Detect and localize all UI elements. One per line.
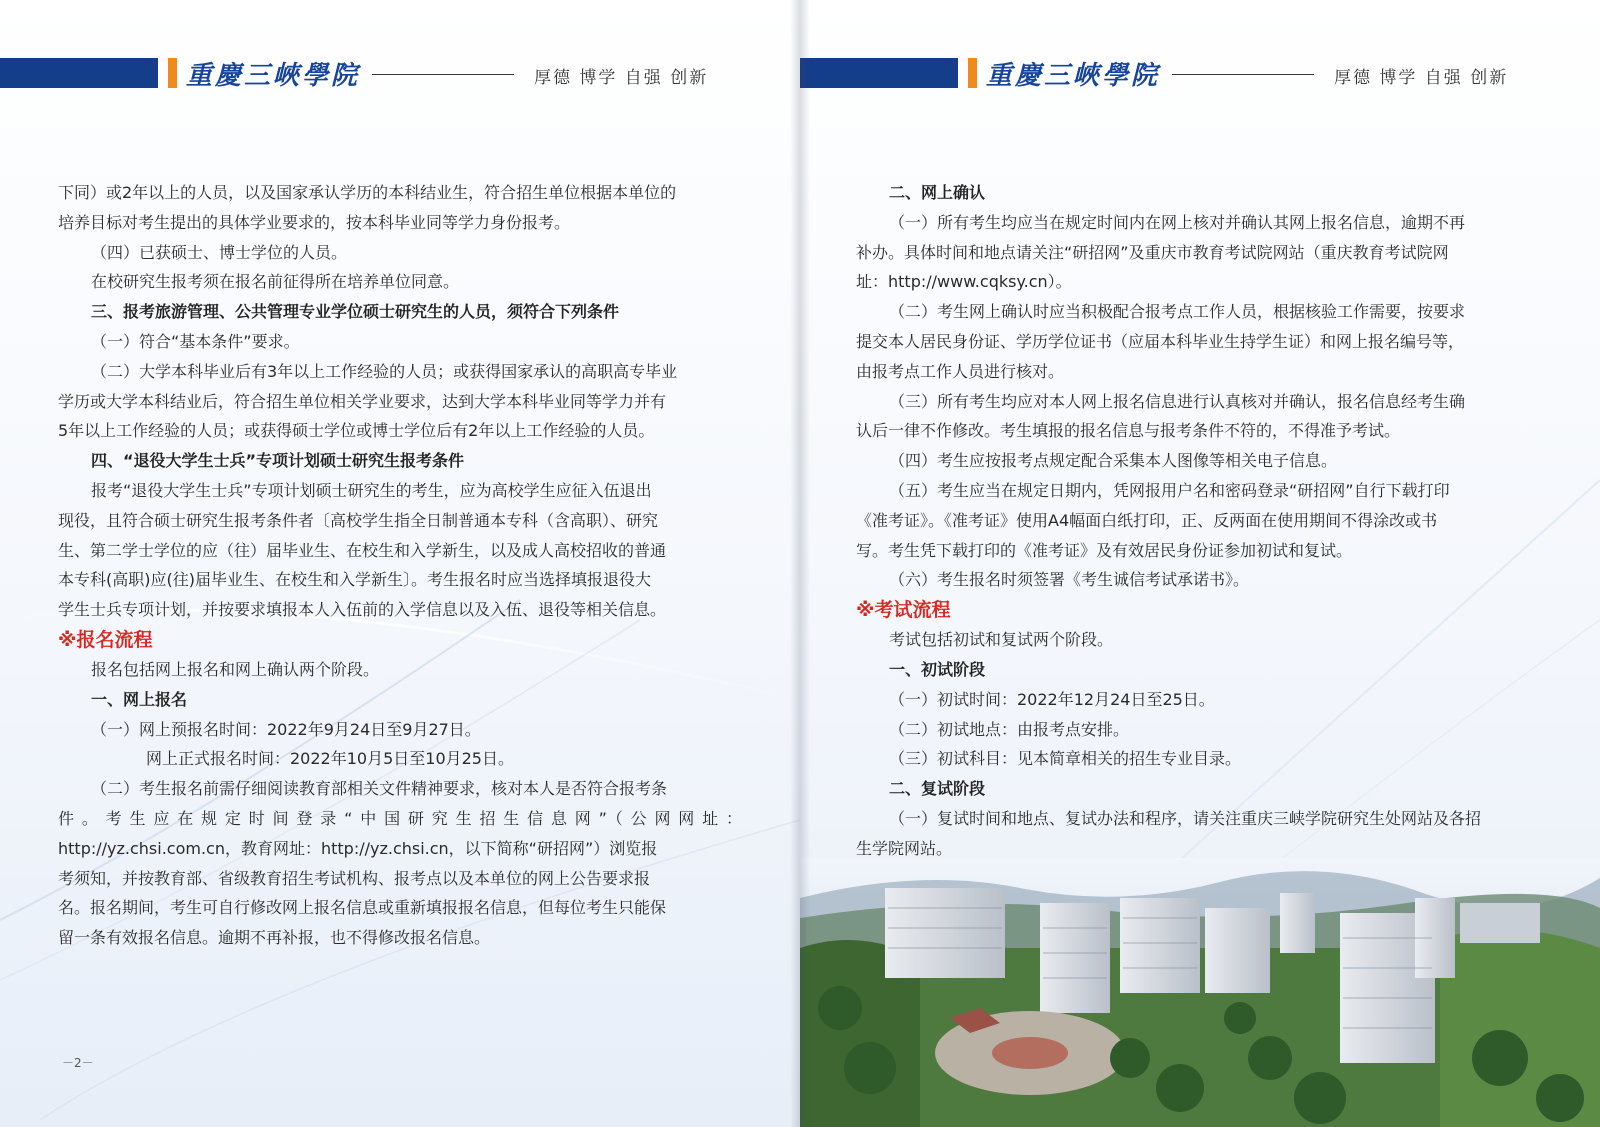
paragraph-line: 在校研究生报考须在报名前征得所在培养单位同意。 bbox=[91, 272, 460, 292]
paragraph-line: （一）网上预报名时间：2022年9月24日至9月27日。 bbox=[91, 719, 481, 739]
paragraph-line: 考须知，并按教育部、省级教育招生考试机构、报考点以及本单位的网上公告要求报 bbox=[58, 868, 651, 888]
header-accent bbox=[968, 58, 977, 88]
page-header bbox=[800, 58, 1600, 91]
section-title-registration: ※报名流程 bbox=[58, 628, 153, 651]
paragraph-line: 报考“退役大学生士兵”专项计划硕士研究生的考生，应为高校学生应征入伍退出 bbox=[91, 480, 652, 500]
paragraph-line: 学生士兵专项计划，并按要求填报本人入伍前的入学信息以及入伍、退役等相关信息。 bbox=[58, 600, 667, 620]
paragraph-line: 址：http://www.cqksy.cn）。 bbox=[856, 272, 1072, 292]
paragraph-line: （一）复试时间和地点、复试办法和程序，请关注重庆三峡学院研究生处网站及各招 bbox=[889, 808, 1482, 828]
header-bar bbox=[0, 58, 158, 88]
section-heading: 二、网上确认 bbox=[889, 183, 986, 202]
paragraph-line: （一）初试时间：2022年12月24日至25日。 bbox=[889, 689, 1215, 709]
paragraph-line: （四）考生应按报考点规定配合采集本人图像等相关电子信息。 bbox=[889, 451, 1338, 471]
paragraph-line: 生、第二学士学位的应（往）届毕业生、在校生和入学新生，以及成人高校招收的普通 bbox=[58, 540, 667, 560]
paragraph-line: 《准考证》。《准考证》使用A4幅面白纸打印，正、反两面在使用期间不得涂改或书 bbox=[856, 510, 1438, 530]
paragraph-line: （二）考生报名前需仔细阅读教育部相关文件精神要求，核对本人是否符合报考条 bbox=[91, 779, 668, 799]
header-bar bbox=[800, 58, 958, 88]
right-body-text bbox=[856, 178, 1540, 864]
page-number: －2－ bbox=[62, 1056, 94, 1070]
paragraph-line: 写。考生凭下载打印的《准考证》及有效居民身份证参加初试和复试。 bbox=[856, 540, 1353, 560]
paragraph-line: 网上正式报名时间：2022年10月5日至10月25日。 bbox=[146, 749, 514, 769]
paragraph-line: 5年以上工作经验的人员；或获得硕士学位或博士学位后有2年以上工作经验的人员。 bbox=[58, 421, 655, 441]
page-fold bbox=[790, 0, 810, 1127]
paragraph-line: 下同）或2年以上的人员，以及国家承认学历的本科结业生，符合招生单位根据本单位的 bbox=[58, 183, 677, 202]
paragraph-line: （四）已获硕士、博士学位的人员。 bbox=[91, 242, 348, 262]
paragraph-line: 留一条有效报名信息。逾期不再补报，也不得修改报名信息。 bbox=[58, 928, 491, 948]
right-page bbox=[800, 0, 1600, 1127]
paragraph-line: （一）所有考生均应当在规定时间内在网上核对并确认其网上报名信息，逾期不再 bbox=[889, 212, 1466, 232]
page-header bbox=[0, 58, 800, 91]
paragraph-line: （二）初试地点：由报考点安排。 bbox=[889, 719, 1130, 739]
paragraph-line: 件。考生应在规定时间登录“中国研究生招生信息网”（公网网址： bbox=[58, 808, 742, 828]
paragraph-line: 学历或大学本科结业后，符合招生单位相关学业要求，达到大学本科毕业同等学力并有 bbox=[58, 391, 667, 411]
school-motto: 厚德 博学 自强 创新 bbox=[1334, 68, 1509, 88]
paragraph-line: 生学院网站。 bbox=[856, 838, 953, 858]
paragraph-line: （一）符合“基本条件”要求。 bbox=[91, 331, 300, 351]
school-logo: 重慶三峽學院 bbox=[986, 61, 1161, 91]
section-heading: 一、初试阶段 bbox=[889, 659, 986, 679]
section-heading: 四、“退役大学生士兵”专项计划硕士研究生报考条件 bbox=[91, 451, 465, 471]
paragraph-line: 培养目标对考生提出的具体学业要求的，按本科毕业同等学力身份报考。 bbox=[58, 212, 571, 232]
header-rule bbox=[1172, 74, 1314, 75]
paragraph-line: 本专科(高职)应(往)届毕业生、在校生和入学新生〕。考生报名时应当选择填报退役大 bbox=[58, 570, 651, 590]
section-heading: 一、网上报名 bbox=[91, 689, 188, 709]
paragraph-line: 由报考点工作人员进行核对。 bbox=[856, 361, 1065, 381]
school-motto: 厚德 博学 自强 创新 bbox=[534, 68, 709, 88]
paragraph-line: http://yz.chsi.com.cn，教育网址：http://yz.chsi.cn，以下简称“研招网”）浏览报 bbox=[58, 838, 658, 858]
header-accent bbox=[168, 58, 177, 88]
paragraph-line: 提交本人居民身份证、学历学位证书（应届本科毕业生持学生证）和网上报名编号等， bbox=[856, 331, 1465, 351]
paragraph-line: （六）考生报名时须签署《考生诚信考试承诺书》。 bbox=[889, 570, 1250, 590]
paragraph-line: （二）大学本科毕业后有3年以上工作经验的人员；或获得国家承认的高职高专毕业 bbox=[91, 361, 678, 381]
section-title-exam: ※考试流程 bbox=[856, 599, 951, 622]
section-heading: 三、报考旅游管理、公共管理专业学位硕士研究生的人员，须符合下列条件 bbox=[91, 302, 620, 322]
paragraph-line: （二）考生网上确认时应当积极配合报考点工作人员，根据核验工作需要，按要求 bbox=[889, 302, 1466, 322]
paragraph-line: 考试包括初试和复试两个阶段。 bbox=[889, 630, 1114, 650]
campus-photo bbox=[800, 858, 1600, 1127]
section-heading: 二、复试阶段 bbox=[889, 779, 986, 799]
school-logo: 重慶三峽學院 bbox=[186, 61, 361, 91]
left-body-text bbox=[58, 178, 742, 953]
paragraph-line: 名。报名期间，考生可自行修改网上报名信息或重新填报报名信息，但每位考生只能保 bbox=[58, 898, 667, 918]
header-rule bbox=[372, 74, 514, 75]
paragraph-line: 认后一律不作修改。考生填报的报名信息与报考条件不符的，不得准予考试。 bbox=[856, 421, 1401, 441]
paragraph-line: 补办。具体时间和地点请关注“研招网”及重庆市教育考试院网站（重庆教育考试院网 bbox=[856, 242, 1449, 262]
paragraph-line: （三）所有考生均应对本人网上报名信息进行认真核对并确认，报名信息经考生确 bbox=[889, 391, 1466, 411]
paragraph-line: （三）初试科目：见本简章相关的招生专业目录。 bbox=[889, 749, 1242, 769]
paragraph-line: （五）考生应当在规定日期内，凭网报用户名和密码登录“研招网”自行下载打印 bbox=[889, 480, 1450, 500]
paragraph-line: 现役，且符合硕士研究生报考条件者〔高校学生指全日制普通本专科（含高职）、研究 bbox=[58, 510, 659, 530]
paragraph-line: 报名包括网上报名和网上确认两个阶段。 bbox=[91, 659, 380, 679]
